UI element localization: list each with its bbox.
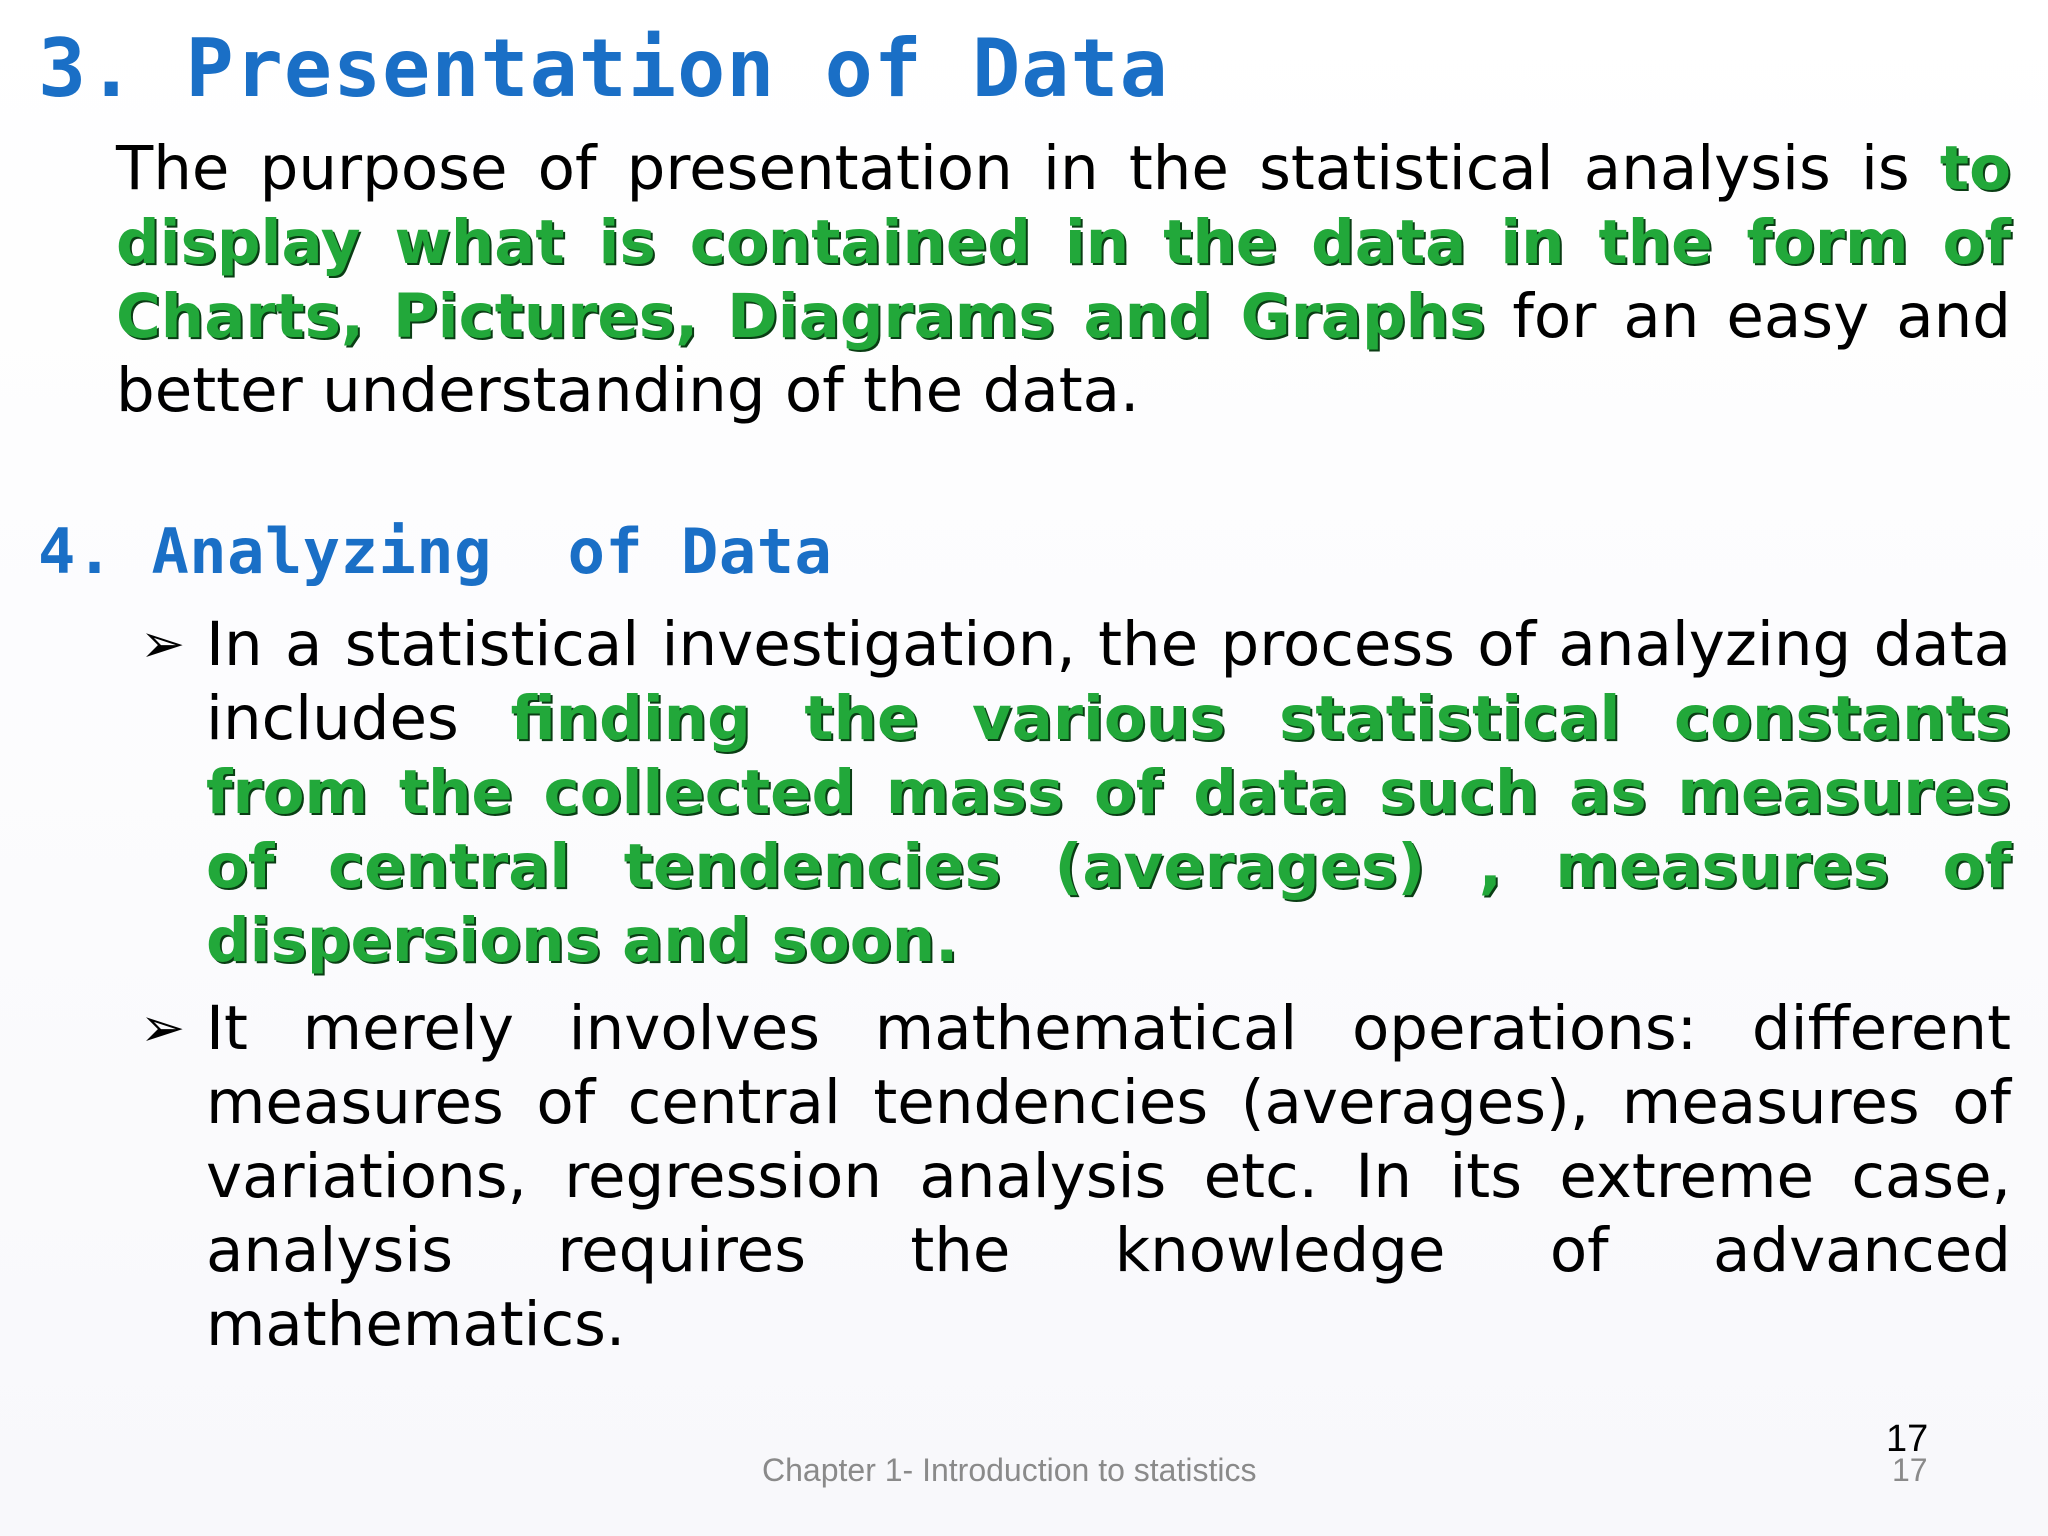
- page-number: 17: [1886, 1418, 1929, 1460]
- bullet-paragraph: It merely involves mathematical operations: different measures of central tendencies (averages), measures of variations, regression analysis etc. In its extreme case, analysis requires the knowledge of advanced mathematics.: [206, 993, 2011, 1360]
- bullet1-highlight: finding the various statistical constants from the collected mass of data such as measures of central tendencies (averages) , measures of dispersions and soon.: [206, 683, 2011, 976]
- section-heading-presentation: 3. Presentation of Data: [38, 22, 1169, 115]
- presentation-text-after: for an easy and better understanding of the data.: [116, 281, 2011, 426]
- bullet-item-mathematical-operations: [140, 992, 2011, 1362]
- bullet-paragraph: [206, 608, 2011, 978]
- arrow-bullet-icon: ➢: [140, 996, 186, 1059]
- footer-chapter-title: Chapter 1- Introduction to statistics: [762, 1452, 1257, 1488]
- arrow-bullet-icon: ➢: [140, 612, 186, 675]
- bullet-item-analyzing-process: [140, 608, 2011, 978]
- footer-page-number: 17: [1892, 1452, 1928, 1488]
- section-heading-analyzing: 4. Analyzing of Data: [38, 515, 833, 588]
- presentation-paragraph: [116, 132, 2011, 428]
- presentation-text-before: The purpose of presentation in the statistical analysis is: [116, 133, 1940, 204]
- bullet1-text-before: In a statistical investigation, the process of analyzing data includes: [206, 609, 2011, 754]
- presentation-highlight: to display what is contained in the data in the form of Charts, Pictures, Diagrams and Graphs: [116, 133, 2011, 352]
